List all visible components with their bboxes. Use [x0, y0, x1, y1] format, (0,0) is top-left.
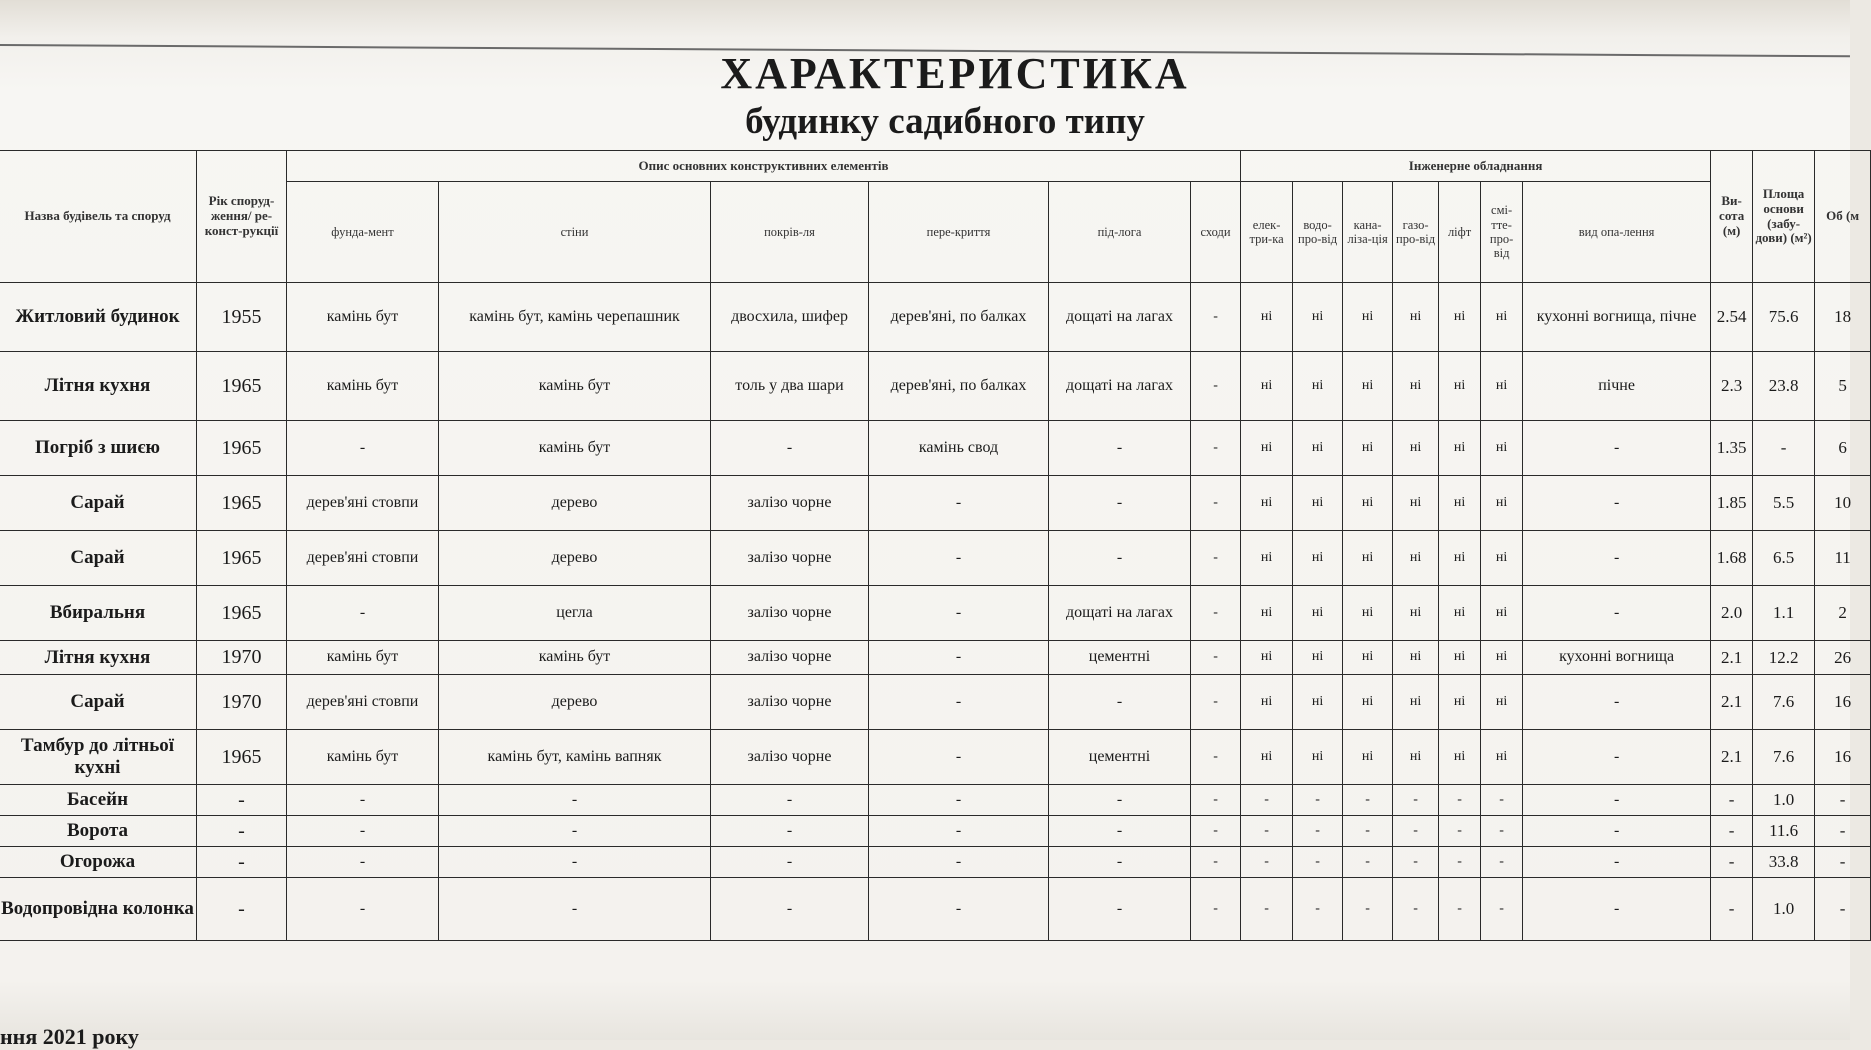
cell-roof: залізо чорне — [711, 675, 869, 730]
cell-area: 23.8 — [1753, 352, 1815, 421]
cell-gas: ні — [1393, 476, 1439, 531]
header-lift: ліфт — [1439, 182, 1481, 283]
cell-year: 1965 — [197, 352, 287, 421]
cell-height: 2.0 — [1711, 586, 1753, 641]
cell-volume: 5 — [1815, 352, 1871, 421]
cell-area: 12.2 — [1753, 641, 1815, 675]
cell-floor: дощаті на лагах — [1049, 352, 1191, 421]
cell-heating: - — [1523, 878, 1711, 941]
cell-walls: - — [439, 816, 711, 847]
document-title: ХАРАКТЕРИСТИКА — [720, 49, 1190, 98]
cell-heating: - — [1523, 730, 1711, 785]
cell-electric: ні — [1241, 586, 1293, 641]
cell-garbage: ні — [1481, 352, 1523, 421]
cell-walls: дерево — [439, 476, 711, 531]
cell-stairs: - — [1191, 785, 1241, 816]
cell-height: - — [1711, 816, 1753, 847]
cell-lift: - — [1439, 847, 1481, 878]
cell-foundation: дерев'яні стовпи — [287, 531, 439, 586]
table-body — [0, 283, 1871, 941]
cell-floor: цементні — [1049, 641, 1191, 675]
cell-floor-slab: - — [869, 675, 1049, 730]
cell-year: 1970 — [197, 675, 287, 730]
cell-garbage: ні — [1481, 476, 1523, 531]
footer-date: ння 2021 року — [0, 1024, 139, 1049]
cell-walls: камінь бут — [439, 421, 711, 476]
cell-year: 1965 — [197, 586, 287, 641]
cell-year: - — [197, 847, 287, 878]
cell-floor-slab: дерев'яні, по балках — [869, 283, 1049, 352]
cell-height: 1.85 — [1711, 476, 1753, 531]
cell-gas: ні — [1393, 352, 1439, 421]
cell-heating: пічне — [1523, 352, 1711, 421]
header-name: Назва будівель та споруд — [0, 151, 197, 283]
cell-floor: - — [1049, 878, 1191, 941]
cell-electric: - — [1241, 847, 1293, 878]
cell-walls: - — [439, 847, 711, 878]
cell-garbage: ні — [1481, 531, 1523, 586]
cell-volume: 18 — [1815, 283, 1871, 352]
cell-gas: ні — [1393, 641, 1439, 675]
cell-floor: - — [1049, 421, 1191, 476]
cell-walls: камінь бут, камінь вапняк — [439, 730, 711, 785]
cell-volume: 10 — [1815, 476, 1871, 531]
cell-gas: ні — [1393, 730, 1439, 785]
cell-name: Літня кухня — [0, 352, 197, 421]
cell-sewer: ні — [1343, 283, 1393, 352]
cell-foundation: - — [287, 785, 439, 816]
cell-garbage: ні — [1481, 675, 1523, 730]
cell-sewer: - — [1343, 816, 1393, 847]
cell-area: 75.6 — [1753, 283, 1815, 352]
cell-walls: дерево — [439, 531, 711, 586]
cell-walls: дерево — [439, 675, 711, 730]
cell-garbage: - — [1481, 785, 1523, 816]
cell-height: - — [1711, 847, 1753, 878]
cell-foundation: - — [287, 421, 439, 476]
cell-electric: ні — [1241, 283, 1293, 352]
cell-heating: кухонні вогнища — [1523, 641, 1711, 675]
cell-garbage: - — [1481, 816, 1523, 847]
cell-sewer: ні — [1343, 641, 1393, 675]
cell-electric: ні — [1241, 675, 1293, 730]
table-row — [0, 816, 1871, 847]
cell-name: Тамбур до літньої кухні — [0, 730, 197, 785]
cell-lift: - — [1439, 878, 1481, 941]
cell-roof: - — [711, 847, 869, 878]
cell-roof: двосхила, шифер — [711, 283, 869, 352]
title-block — [0, 48, 1850, 144]
cell-year: 1965 — [197, 730, 287, 785]
cell-volume: 26 — [1815, 641, 1871, 675]
cell-name: Літня кухня — [0, 641, 197, 675]
cell-stairs: - — [1191, 641, 1241, 675]
cell-stairs: - — [1191, 816, 1241, 847]
cell-year: 1965 — [197, 476, 287, 531]
cell-name: Сарай — [0, 675, 197, 730]
cell-lift: ні — [1439, 641, 1481, 675]
cell-volume: 16 — [1815, 675, 1871, 730]
cell-floor: - — [1049, 785, 1191, 816]
cell-stairs: - — [1191, 730, 1241, 785]
cell-volume: 16 — [1815, 730, 1871, 785]
cell-roof: - — [711, 878, 869, 941]
cell-electric: ні — [1241, 421, 1293, 476]
cell-roof: залізо чорне — [711, 531, 869, 586]
cell-volume: - — [1815, 878, 1871, 941]
header-year: Рік споруд-ження/ ре-конст-рукції — [197, 151, 287, 283]
cell-height: 2.1 — [1711, 675, 1753, 730]
cell-sewer: ні — [1343, 730, 1393, 785]
cell-sewer: ні — [1343, 586, 1393, 641]
header-heating: вид опа-лення — [1523, 182, 1711, 283]
cell-floor-slab: - — [869, 847, 1049, 878]
table-row — [0, 730, 1871, 785]
cell-name: Погріб з шиєю — [0, 421, 197, 476]
cell-name: Водопровідна колонка — [0, 878, 197, 941]
cell-lift: ні — [1439, 283, 1481, 352]
cell-floor: дощаті на лагах — [1049, 283, 1191, 352]
cell-volume: - — [1815, 816, 1871, 847]
cell-area: 1.0 — [1753, 878, 1815, 941]
cell-heating: - — [1523, 586, 1711, 641]
cell-gas: - — [1393, 816, 1439, 847]
cell-year: 1965 — [197, 531, 287, 586]
cell-water: - — [1293, 878, 1343, 941]
cell-stairs: - — [1191, 675, 1241, 730]
cell-sewer: ні — [1343, 476, 1393, 531]
cell-gas: ні — [1393, 586, 1439, 641]
header-walls: стіни — [439, 182, 711, 283]
cell-water: ні — [1293, 476, 1343, 531]
cell-stairs: - — [1191, 586, 1241, 641]
header-stairs: сходи — [1191, 182, 1241, 283]
table-row — [0, 476, 1871, 531]
cell-name: Басейн — [0, 785, 197, 816]
cell-lift: ні — [1439, 352, 1481, 421]
cell-year: 1965 — [197, 421, 287, 476]
cell-gas: ні — [1393, 531, 1439, 586]
cell-floor-slab: камінь свод — [869, 421, 1049, 476]
cell-lift: ні — [1439, 476, 1481, 531]
header-garbage: смі-тте-про-від — [1481, 182, 1523, 283]
cell-sewer: - — [1343, 847, 1393, 878]
cell-height: 2.1 — [1711, 730, 1753, 785]
cell-year: - — [197, 785, 287, 816]
table-row — [0, 675, 1871, 730]
cell-floor: цементні — [1049, 730, 1191, 785]
cell-water: - — [1293, 816, 1343, 847]
cell-electric: ні — [1241, 641, 1293, 675]
cell-year: - — [197, 878, 287, 941]
cell-garbage: ні — [1481, 641, 1523, 675]
cell-electric: - — [1241, 816, 1293, 847]
cell-lift: ні — [1439, 586, 1481, 641]
cell-height: 2.3 — [1711, 352, 1753, 421]
cell-stairs: - — [1191, 421, 1241, 476]
cell-electric: ні — [1241, 476, 1293, 531]
cell-heating: - — [1523, 675, 1711, 730]
document-subtitle: будинку садибного типу — [745, 101, 1145, 142]
cell-garbage: - — [1481, 878, 1523, 941]
cell-stairs: - — [1191, 352, 1241, 421]
cell-water: ні — [1293, 421, 1343, 476]
cell-foundation: дерев'яні стовпи — [287, 476, 439, 531]
cell-foundation: камінь бут — [287, 352, 439, 421]
cell-foundation: камінь бут — [287, 641, 439, 675]
cell-heating: кухонні вогнища, пічне — [1523, 283, 1711, 352]
cell-year: 1955 — [197, 283, 287, 352]
cell-floor-slab: - — [869, 476, 1049, 531]
cell-floor: - — [1049, 476, 1191, 531]
cell-water: ні — [1293, 352, 1343, 421]
cell-water: - — [1293, 785, 1343, 816]
cell-foundation: камінь бут — [287, 730, 439, 785]
cell-stairs: - — [1191, 847, 1241, 878]
cell-floor: - — [1049, 816, 1191, 847]
cell-heating: - — [1523, 421, 1711, 476]
cell-gas: - — [1393, 785, 1439, 816]
cell-floor: дощаті на лагах — [1049, 586, 1191, 641]
cell-area: 33.8 — [1753, 847, 1815, 878]
table-row — [0, 878, 1871, 941]
cell-lift: ні — [1439, 675, 1481, 730]
table-row — [0, 847, 1871, 878]
cell-height: 1.35 — [1711, 421, 1753, 476]
table-row — [0, 283, 1871, 352]
cell-name: Сарай — [0, 531, 197, 586]
cell-area: 1.0 — [1753, 785, 1815, 816]
header-floor: під-лога — [1049, 182, 1191, 283]
cell-roof: - — [711, 816, 869, 847]
cell-garbage: ні — [1481, 421, 1523, 476]
cell-heating: - — [1523, 847, 1711, 878]
header-electric: елек-три-ка — [1241, 182, 1293, 283]
cell-electric: - — [1241, 878, 1293, 941]
cell-name: Огорожа — [0, 847, 197, 878]
cell-floor: - — [1049, 675, 1191, 730]
cell-volume: 11 — [1815, 531, 1871, 586]
cell-water: ні — [1293, 283, 1343, 352]
header-group-structure: Опис основних конструктивних елементів — [287, 151, 1241, 182]
cell-volume: 2 — [1815, 586, 1871, 641]
cell-roof: залізо чорне — [711, 641, 869, 675]
cell-height: 2.1 — [1711, 641, 1753, 675]
header-foundation: фунда-мент — [287, 182, 439, 283]
cell-floor-slab: - — [869, 878, 1049, 941]
cell-roof: толь у два шари — [711, 352, 869, 421]
cell-gas: ні — [1393, 421, 1439, 476]
cell-foundation: - — [287, 816, 439, 847]
cell-foundation: - — [287, 586, 439, 641]
cell-stairs: - — [1191, 878, 1241, 941]
cell-sewer: ні — [1343, 352, 1393, 421]
cell-sewer: ні — [1343, 675, 1393, 730]
cell-name: Сарай — [0, 476, 197, 531]
cell-volume: - — [1815, 847, 1871, 878]
cell-electric: - — [1241, 785, 1293, 816]
header-water: водо-про-від — [1293, 182, 1343, 283]
table-row — [0, 352, 1871, 421]
header-row-group — [0, 151, 1871, 182]
characteristics-table — [0, 150, 1871, 941]
cell-roof: залізо чорне — [711, 476, 869, 531]
cell-lift: ні — [1439, 421, 1481, 476]
cell-water: ні — [1293, 730, 1343, 785]
cell-gas: - — [1393, 878, 1439, 941]
cell-water: ні — [1293, 641, 1343, 675]
cell-water: ні — [1293, 675, 1343, 730]
cell-stairs: - — [1191, 531, 1241, 586]
cell-heating: - — [1523, 476, 1711, 531]
cell-floor: - — [1049, 531, 1191, 586]
header-roof: покрів-ля — [711, 182, 869, 283]
cell-height: 2.54 — [1711, 283, 1753, 352]
cell-height: - — [1711, 878, 1753, 941]
cell-sewer: ні — [1343, 531, 1393, 586]
cell-walls: камінь бут, камінь черепашник — [439, 283, 711, 352]
table-row — [0, 586, 1871, 641]
header-floor-slab: пере-криття — [869, 182, 1049, 283]
cell-area: 1.1 — [1753, 586, 1815, 641]
cell-walls: камінь бут — [439, 352, 711, 421]
cell-roof: - — [711, 785, 869, 816]
cell-gas: ні — [1393, 675, 1439, 730]
header-gas: газо-про-від — [1393, 182, 1439, 283]
cell-electric: ні — [1241, 352, 1293, 421]
cell-gas: - — [1393, 847, 1439, 878]
cell-name: Ворота — [0, 816, 197, 847]
cell-area: 7.6 — [1753, 730, 1815, 785]
cell-floor-slab: - — [869, 586, 1049, 641]
cell-heating: - — [1523, 531, 1711, 586]
cell-lift: - — [1439, 816, 1481, 847]
cell-walls: - — [439, 785, 711, 816]
cell-electric: ні — [1241, 730, 1293, 785]
cell-lift: ні — [1439, 531, 1481, 586]
header-sewer: кана-ліза-ція — [1343, 182, 1393, 283]
cell-foundation: камінь бут — [287, 283, 439, 352]
cell-floor-slab: - — [869, 816, 1049, 847]
cell-roof: - — [711, 421, 869, 476]
cell-height: 1.68 — [1711, 531, 1753, 586]
cell-floor: - — [1049, 847, 1191, 878]
cell-walls: камінь бут — [439, 641, 711, 675]
cell-gas: ні — [1393, 283, 1439, 352]
cell-stairs: - — [1191, 283, 1241, 352]
table-row — [0, 641, 1871, 675]
header-volume: Об (м — [1815, 151, 1871, 283]
cell-walls: - — [439, 878, 711, 941]
cell-garbage: - — [1481, 847, 1523, 878]
header-area: Площа основи (забу-дови) (м²) — [1753, 151, 1815, 283]
cell-floor-slab: - — [869, 785, 1049, 816]
cell-height: - — [1711, 785, 1753, 816]
cell-water: ні — [1293, 531, 1343, 586]
cell-roof: залізо чорне — [711, 586, 869, 641]
cell-foundation: - — [287, 878, 439, 941]
cell-sewer: - — [1343, 785, 1393, 816]
cell-stairs: - — [1191, 476, 1241, 531]
cell-sewer: ні — [1343, 421, 1393, 476]
cell-area: 11.6 — [1753, 816, 1815, 847]
cell-foundation: дерев'яні стовпи — [287, 675, 439, 730]
cell-garbage: ні — [1481, 283, 1523, 352]
cell-garbage: ні — [1481, 586, 1523, 641]
cell-garbage: ні — [1481, 730, 1523, 785]
cell-year: - — [197, 816, 287, 847]
cell-lift: ні — [1439, 730, 1481, 785]
cell-sewer: - — [1343, 878, 1393, 941]
cell-floor-slab: - — [869, 641, 1049, 675]
cell-heating: - — [1523, 816, 1711, 847]
cell-area: - — [1753, 421, 1815, 476]
cell-lift: - — [1439, 785, 1481, 816]
cell-area: 7.6 — [1753, 675, 1815, 730]
cell-area: 6.5 — [1753, 531, 1815, 586]
header-group-engineering: Інженерне обладнання — [1241, 151, 1711, 182]
cell-floor-slab: - — [869, 730, 1049, 785]
cell-floor-slab: - — [869, 531, 1049, 586]
cell-electric: ні — [1241, 531, 1293, 586]
cell-heating: - — [1523, 785, 1711, 816]
cell-name: Вбиральня — [0, 586, 197, 641]
cell-roof: залізо чорне — [711, 730, 869, 785]
cell-floor-slab: дерев'яні, по балках — [869, 352, 1049, 421]
cell-area: 5.5 — [1753, 476, 1815, 531]
table-row — [0, 785, 1871, 816]
table-row — [0, 421, 1871, 476]
cell-water: ні — [1293, 586, 1343, 641]
cell-foundation: - — [287, 847, 439, 878]
cell-volume: 6 — [1815, 421, 1871, 476]
cell-walls: цегла — [439, 586, 711, 641]
table-row — [0, 531, 1871, 586]
cell-water: - — [1293, 847, 1343, 878]
cell-name: Житловий будинок — [0, 283, 197, 352]
cell-volume: - — [1815, 785, 1871, 816]
header-height: Ви-сота (м) — [1711, 151, 1753, 283]
cell-year: 1970 — [197, 641, 287, 675]
